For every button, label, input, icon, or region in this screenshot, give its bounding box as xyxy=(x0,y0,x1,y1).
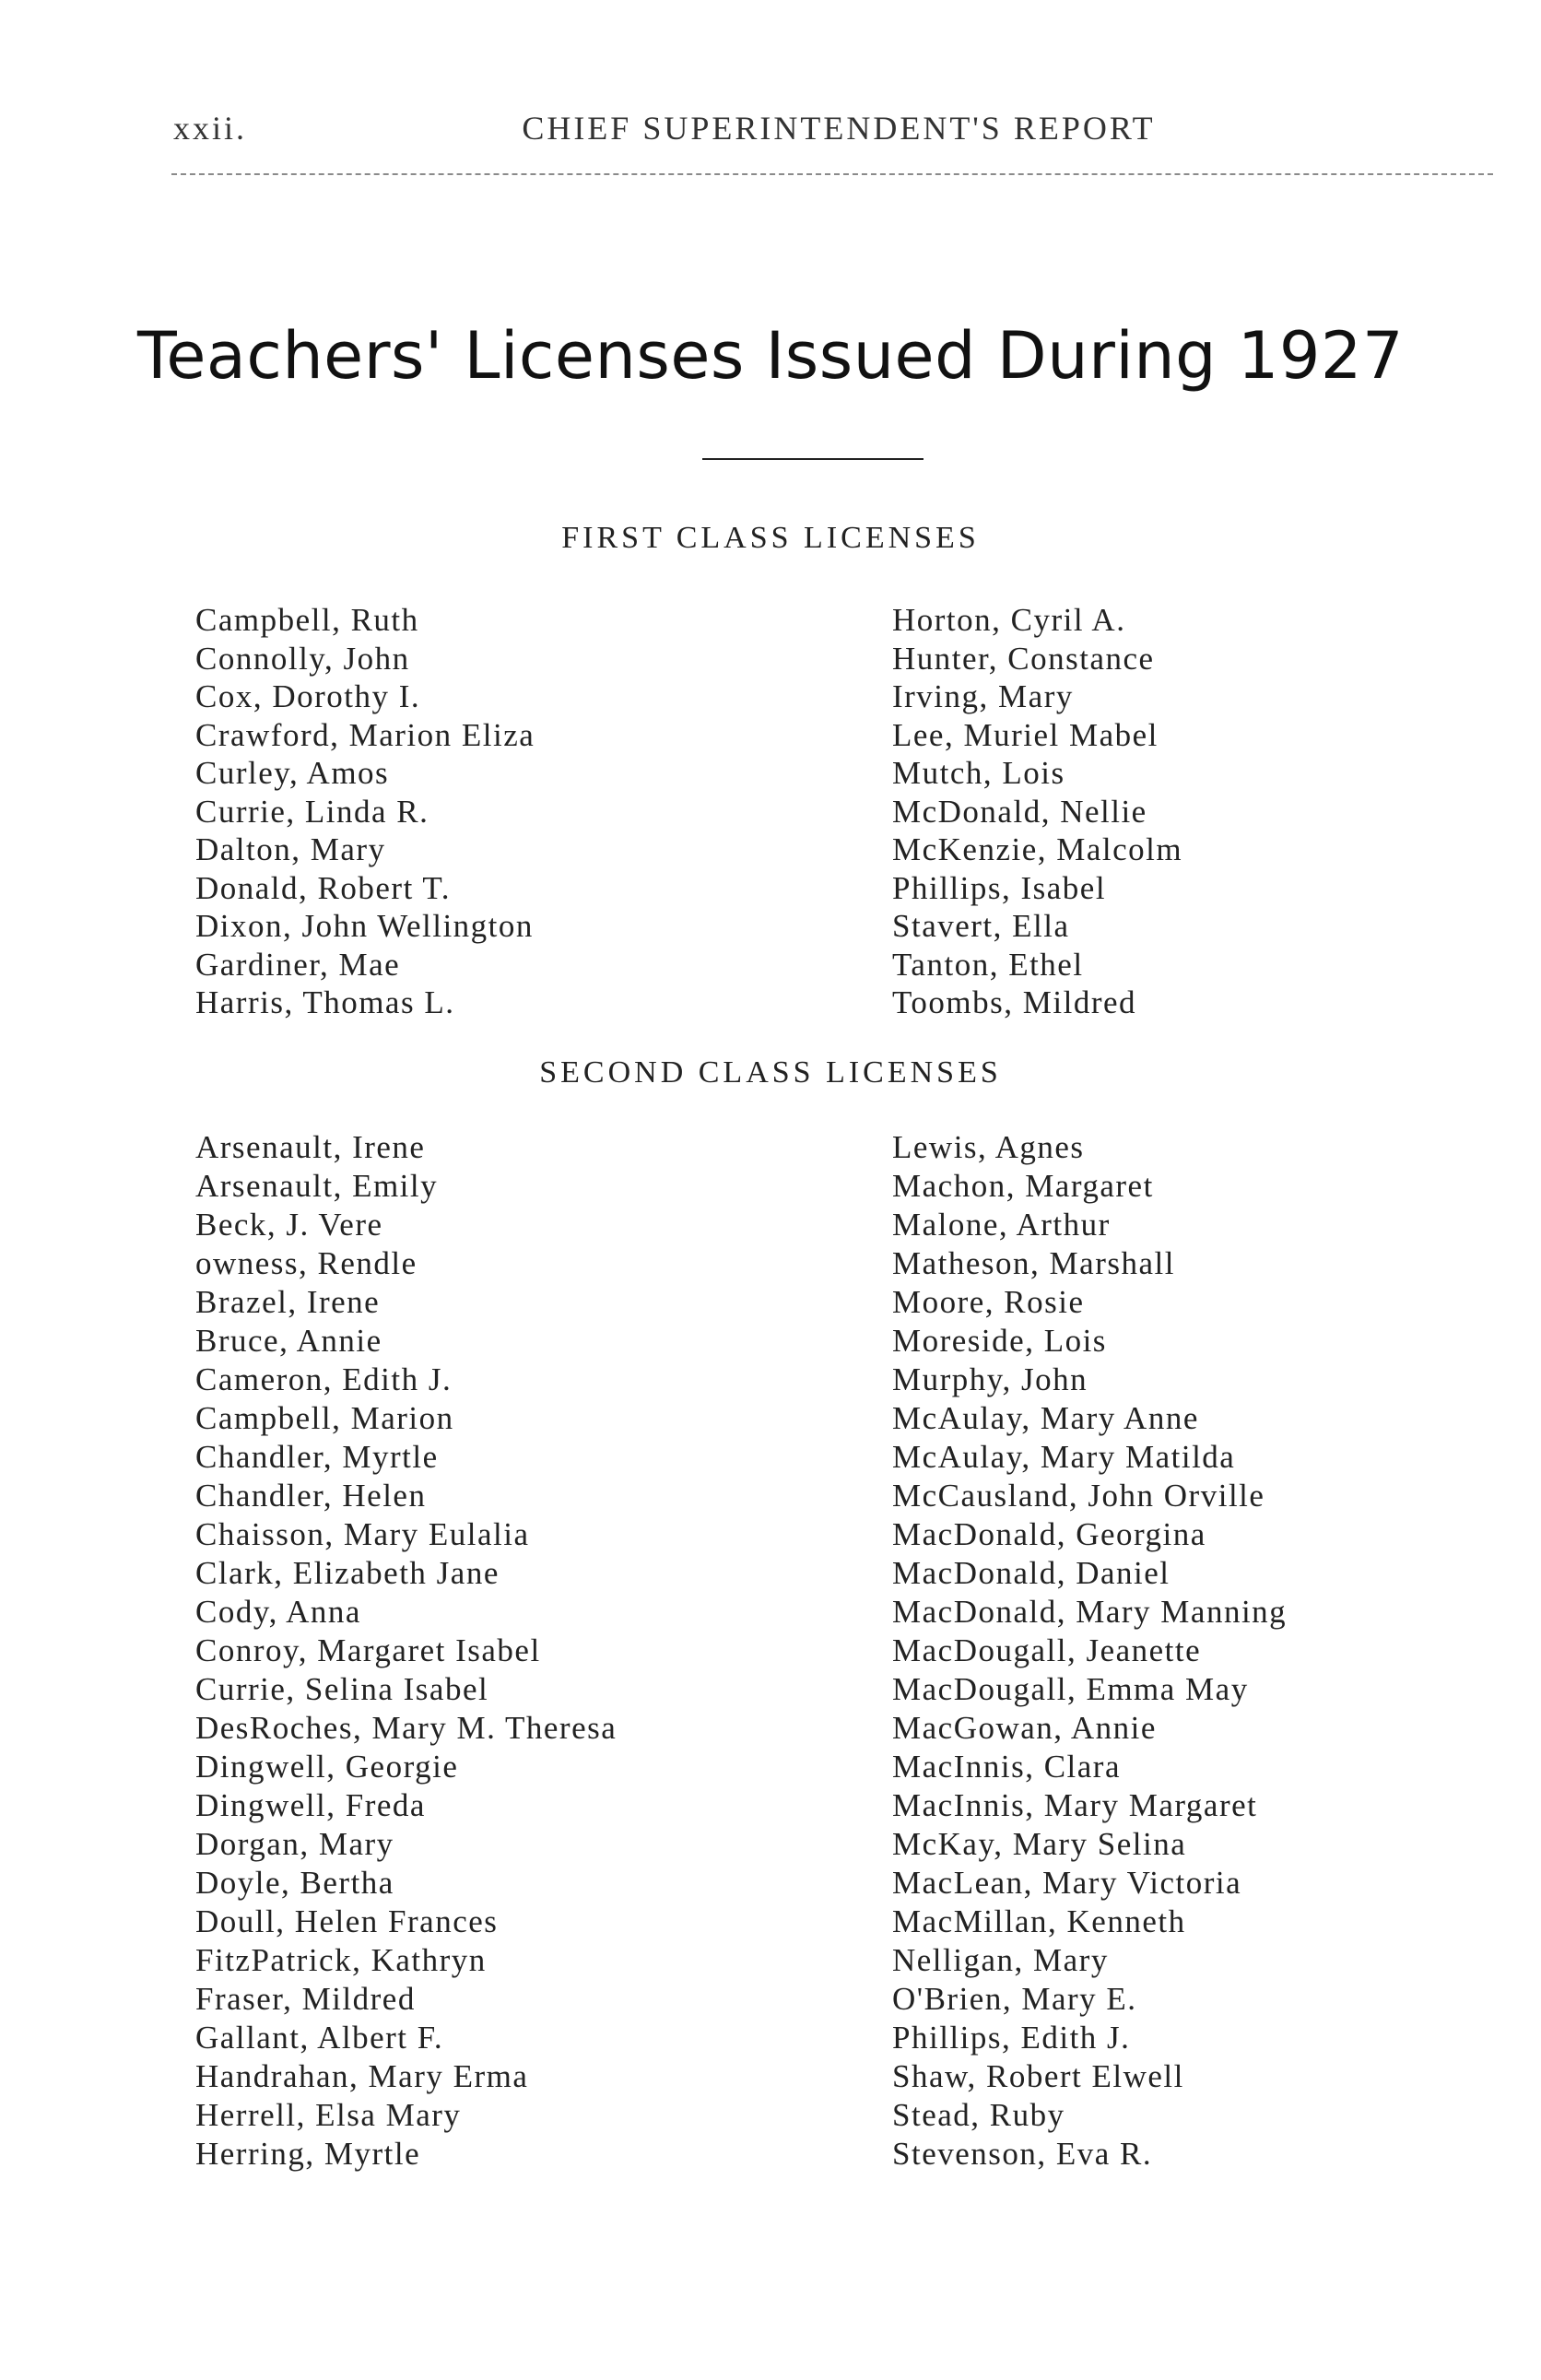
first-class-heading: FIRST CLASS LICENSES xyxy=(561,521,980,555)
first-class-right-list xyxy=(892,601,1182,1022)
licensee-name: MacDougall, Emma May xyxy=(892,1671,1249,1707)
licensee-name: Cox, Dorothy I. xyxy=(195,678,421,714)
licensee-name: Fraser, Mildred xyxy=(195,1981,416,2017)
licensee-name: Gardiner, Mae xyxy=(195,946,401,983)
licensee-name: MacMillan, Kenneth xyxy=(892,1903,1186,1939)
licensee-name: Stead, Ruby xyxy=(892,2097,1065,2133)
licensee-name: Phillips, Isabel xyxy=(892,869,1107,906)
licensee-name: Stevenson, Eva R. xyxy=(892,2136,1153,2172)
licensee-name: Herrell, Elsa Mary xyxy=(195,2097,462,2133)
licensee-name: Campbell, Ruth xyxy=(195,602,419,638)
licensee-name: Moreside, Lois xyxy=(892,1323,1107,1359)
licensee-name: Bruce, Annie xyxy=(195,1323,382,1359)
licensee-name: MacInnis, Clara xyxy=(892,1749,1121,1785)
licensee-name: MacDonald, Daniel xyxy=(892,1555,1170,1591)
page-title: Teachers' Licenses Issued During 1927 xyxy=(137,318,1404,394)
licensee-name: Connolly, John xyxy=(195,640,410,677)
licensee-name: Stavert, Ella xyxy=(892,908,1070,944)
licensee-name: Doull, Helen Frances xyxy=(195,1903,499,1939)
licensee-name: Lewis, Agnes xyxy=(892,1129,1085,1165)
page-header xyxy=(0,109,1541,164)
second-class-left-list xyxy=(195,1128,617,2174)
licensee-name: MacDonald, Georgina xyxy=(892,1516,1206,1552)
licensee-name: Tanton, Ethel xyxy=(892,946,1084,983)
licensee-name: Doyle, Bertha xyxy=(195,1865,394,1901)
licensee-name: Nelligan, Mary xyxy=(892,1942,1109,1978)
licensee-name: Dorgan, Mary xyxy=(195,1826,394,1862)
header-divider xyxy=(171,173,1493,175)
licensee-name: Cameron, Edith J. xyxy=(195,1361,453,1397)
licensee-name: MacLean, Mary Victoria xyxy=(892,1865,1242,1901)
licensee-name: Cody, Anna xyxy=(195,1594,361,1630)
licensee-name: FitzPatrick, Kathryn xyxy=(195,1942,487,1978)
licensee-name: Matheson, Marshall xyxy=(892,1245,1175,1281)
licensee-name: Dingwell, Georgie xyxy=(195,1749,459,1785)
licensee-name: Crawford, Marion Eliza xyxy=(195,716,535,753)
licensee-name: Irving, Mary xyxy=(892,678,1074,714)
licensee-name: Chaisson, Mary Eulalia xyxy=(195,1516,530,1552)
licensee-name: Harris, Thomas L. xyxy=(195,984,455,1020)
licensee-name: Chandler, Helen xyxy=(195,1478,427,1514)
licensee-name: Curley, Amos xyxy=(195,755,390,791)
licensee-name: MacInnis, Mary Margaret xyxy=(892,1787,1258,1823)
licensee-name: McKenzie, Malcolm xyxy=(892,831,1183,867)
licensee-name: Machon, Margaret xyxy=(892,1168,1154,1204)
licensee-name: McKay, Mary Selina xyxy=(892,1826,1187,1862)
licensee-name: Chandler, Myrtle xyxy=(195,1439,439,1475)
licensee-name: Donald, Robert T. xyxy=(195,869,451,906)
licensee-name: Herring, Myrtle xyxy=(195,2136,421,2172)
licensee-name: Arsenault, Irene xyxy=(195,1129,426,1165)
licensee-name: Phillips, Edith J. xyxy=(892,2020,1131,2056)
licensee-name: MacDonald, Mary Manning xyxy=(892,1594,1288,1630)
licensee-name: Clark, Elizabeth Jane xyxy=(195,1555,500,1591)
licensee-name: Campbell, Marion xyxy=(195,1400,454,1436)
licensee-name: Conroy, Margaret Isabel xyxy=(195,1632,541,1668)
second-class-heading: SECOND CLASS LICENSES xyxy=(539,1055,1002,1090)
licensee-name: McAulay, Mary Matilda xyxy=(892,1439,1236,1475)
licensee-name: Dingwell, Freda xyxy=(195,1787,426,1823)
licensee-name: Gallant, Albert F. xyxy=(195,2020,444,2056)
title-divider xyxy=(702,458,923,460)
licensee-name: Horton, Cyril A. xyxy=(892,602,1126,638)
licensee-name: Dixon, John Wellington xyxy=(195,908,534,944)
second-class-right-list xyxy=(892,1128,1287,2174)
page-number: xxii. xyxy=(173,110,248,147)
licensee-name: Hunter, Constance xyxy=(892,640,1155,677)
licensee-name: Lee, Muriel Mabel xyxy=(892,716,1159,753)
licensee-name: O'Brien, Mary E. xyxy=(892,1981,1137,2017)
licensee-name: Arsenault, Emily xyxy=(195,1168,439,1204)
licensee-name: Mutch, Lois xyxy=(892,755,1065,791)
running-title: CHIEF SUPERINTENDENT'S REPORT xyxy=(522,110,1156,147)
licensee-name: Malone, Arthur xyxy=(892,1207,1111,1243)
licensee-name: Toombs, Mildred xyxy=(892,984,1137,1020)
licensee-name: Brazel, Irene xyxy=(195,1284,381,1320)
licensee-name: Currie, Linda R. xyxy=(195,793,429,830)
licensee-name: owness, Rendle xyxy=(195,1245,418,1281)
licensee-name: Beck, J. Vere xyxy=(195,1207,383,1243)
licensee-name: Handrahan, Mary Erma xyxy=(195,2058,529,2094)
licensee-name: Currie, Selina Isabel xyxy=(195,1671,489,1707)
licensee-name: Shaw, Robert Elwell xyxy=(892,2058,1184,2094)
licensee-name: Murphy, John xyxy=(892,1361,1088,1397)
licensee-name: Moore, Rosie xyxy=(892,1284,1085,1320)
licensee-name: McAulay, Mary Anne xyxy=(892,1400,1199,1436)
licensee-name: McCausland, John Orville xyxy=(892,1478,1265,1514)
licensee-name: McDonald, Nellie xyxy=(892,793,1147,830)
licensee-name: MacDougall, Jeanette xyxy=(892,1632,1202,1668)
licensee-name: MacGowan, Annie xyxy=(892,1710,1157,1746)
licensee-name: DesRoches, Mary M. Theresa xyxy=(195,1710,618,1746)
licensee-name: Dalton, Mary xyxy=(195,831,386,867)
first-class-left-list xyxy=(195,601,535,1022)
